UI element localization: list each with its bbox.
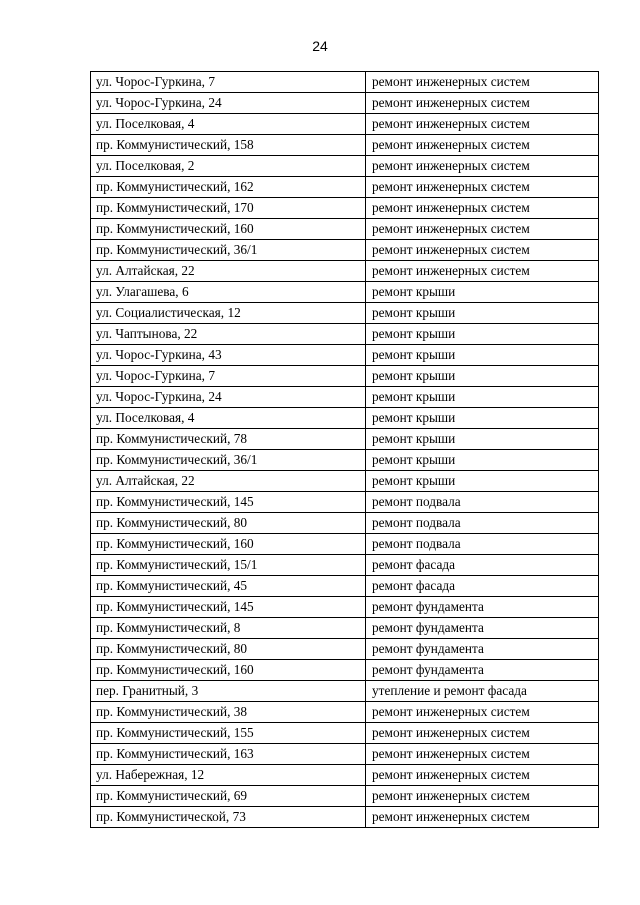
work-type-cell: ремонт инженерных систем (366, 198, 599, 219)
table-row (91, 765, 599, 786)
work-type-cell: ремонт фасада (366, 576, 599, 597)
work-type-cell: ремонт инженерных систем (366, 765, 599, 786)
table-row (91, 576, 599, 597)
address-cell: пр. Коммунистический, 15/1 (91, 555, 366, 576)
work-type-cell: ремонт инженерных систем (366, 156, 599, 177)
table-row (91, 72, 599, 93)
address-cell: пр. Коммунистический, 145 (91, 492, 366, 513)
work-type-cell: ремонт крыши (366, 387, 599, 408)
table-row (91, 492, 599, 513)
address-cell: пр. Коммунистической, 73 (91, 807, 366, 828)
table-row (91, 282, 599, 303)
work-type-cell: ремонт инженерных систем (366, 807, 599, 828)
address-cell: ул. Чорос-Гуркина, 7 (91, 72, 366, 93)
table-row (91, 135, 599, 156)
work-type-cell: ремонт инженерных систем (366, 177, 599, 198)
table-row (91, 786, 599, 807)
address-cell: ул. Поселковая, 4 (91, 408, 366, 429)
address-cell: пр. Коммунистический, 8 (91, 618, 366, 639)
table-row (91, 807, 599, 828)
table-row (91, 303, 599, 324)
work-type-cell: ремонт крыши (366, 366, 599, 387)
address-cell: ул. Чорос-Гуркина, 24 (91, 387, 366, 408)
address-cell: пр. Коммунистический, 160 (91, 660, 366, 681)
table-row (91, 597, 599, 618)
address-cell: пр. Коммунистический, 158 (91, 135, 366, 156)
work-type-cell: ремонт фундамента (366, 660, 599, 681)
work-type-cell: ремонт крыши (366, 429, 599, 450)
table-row (91, 702, 599, 723)
address-cell: пр. Коммунистический, 155 (91, 723, 366, 744)
table-row (91, 429, 599, 450)
table-row (91, 219, 599, 240)
table-row (91, 156, 599, 177)
address-cell: пр. Коммунистический, 163 (91, 744, 366, 765)
address-cell: пр. Коммунистический, 36/1 (91, 240, 366, 261)
address-cell: ул. Чорос-Гуркина, 7 (91, 366, 366, 387)
address-cell: ул. Социалистическая, 12 (91, 303, 366, 324)
address-cell: ул. Чорос-Гуркина, 24 (91, 93, 366, 114)
work-type-cell: ремонт крыши (366, 324, 599, 345)
table-row (91, 240, 599, 261)
address-cell: пр. Коммунистический, 160 (91, 534, 366, 555)
address-cell: ул. Алтайская, 22 (91, 471, 366, 492)
work-type-cell: ремонт инженерных систем (366, 114, 599, 135)
work-type-cell: ремонт крыши (366, 471, 599, 492)
address-cell: пр. Коммунистический, 162 (91, 177, 366, 198)
table-row (91, 723, 599, 744)
address-cell: пр. Коммунистический, 69 (91, 786, 366, 807)
table-row (91, 660, 599, 681)
work-type-cell: ремонт крыши (366, 345, 599, 366)
work-type-cell: ремонт крыши (366, 303, 599, 324)
address-cell: пр. Коммунистический, 38 (91, 702, 366, 723)
address-cell: ул. Алтайская, 22 (91, 261, 366, 282)
address-cell: ул. Набережная, 12 (91, 765, 366, 786)
work-type-cell: ремонт фундамента (366, 618, 599, 639)
work-type-cell: ремонт инженерных систем (366, 72, 599, 93)
work-type-cell: ремонт инженерных систем (366, 219, 599, 240)
address-cell: ул. Чорос-Гуркина, 43 (91, 345, 366, 366)
address-cell: ул. Чаптынова, 22 (91, 324, 366, 345)
address-cell: ул. Поселковая, 4 (91, 114, 366, 135)
table-row (91, 177, 599, 198)
address-cell: пр. Коммунистический, 170 (91, 198, 366, 219)
table-row (91, 114, 599, 135)
work-type-cell: ремонт подвала (366, 513, 599, 534)
table-row (91, 555, 599, 576)
table-row (91, 639, 599, 660)
work-type-cell: ремонт инженерных систем (366, 261, 599, 282)
table-row (91, 198, 599, 219)
work-type-cell: ремонт инженерных систем (366, 702, 599, 723)
table-row (91, 744, 599, 765)
address-cell: пр. Коммунистический, 78 (91, 429, 366, 450)
address-cell: пр. Коммунистический, 145 (91, 597, 366, 618)
address-cell: пр. Коммунистический, 160 (91, 219, 366, 240)
table-row (91, 324, 599, 345)
work-type-cell: ремонт крыши (366, 450, 599, 471)
work-type-cell: ремонт фундамента (366, 639, 599, 660)
address-cell: пр. Коммунистический, 80 (91, 639, 366, 660)
address-cell: пр. Коммунистический, 36/1 (91, 450, 366, 471)
work-type-cell: ремонт инженерных систем (366, 744, 599, 765)
address-cell: ул. Поселковая, 2 (91, 156, 366, 177)
table-row (91, 408, 599, 429)
address-cell: ул. Улагашева, 6 (91, 282, 366, 303)
work-type-cell: ремонт инженерных систем (366, 723, 599, 744)
table-row (91, 93, 599, 114)
table-body (91, 72, 599, 828)
work-type-cell: ремонт инженерных систем (366, 240, 599, 261)
table-row (91, 681, 599, 702)
table-row (91, 450, 599, 471)
work-type-cell: ремонт фасада (366, 555, 599, 576)
work-type-cell: ремонт инженерных систем (366, 135, 599, 156)
table-row (91, 345, 599, 366)
table-row (91, 513, 599, 534)
table-row (91, 618, 599, 639)
work-type-cell: ремонт фундамента (366, 597, 599, 618)
work-type-cell: утепление и ремонт фасада (366, 681, 599, 702)
address-cell: пер. Гранитный, 3 (91, 681, 366, 702)
table-row (91, 366, 599, 387)
table-row (91, 387, 599, 408)
repair-works-table (90, 71, 599, 828)
table-row (91, 261, 599, 282)
work-type-cell: ремонт подвала (366, 534, 599, 555)
work-type-cell: ремонт инженерных систем (366, 786, 599, 807)
address-cell: пр. Коммунистический, 45 (91, 576, 366, 597)
address-cell: пр. Коммунистический, 80 (91, 513, 366, 534)
work-type-cell: ремонт инженерных систем (366, 93, 599, 114)
work-type-cell: ремонт подвала (366, 492, 599, 513)
page-number: 24 (312, 38, 328, 54)
work-type-cell: ремонт крыши (366, 282, 599, 303)
work-type-cell: ремонт крыши (366, 408, 599, 429)
table-row (91, 534, 599, 555)
table-row (91, 471, 599, 492)
